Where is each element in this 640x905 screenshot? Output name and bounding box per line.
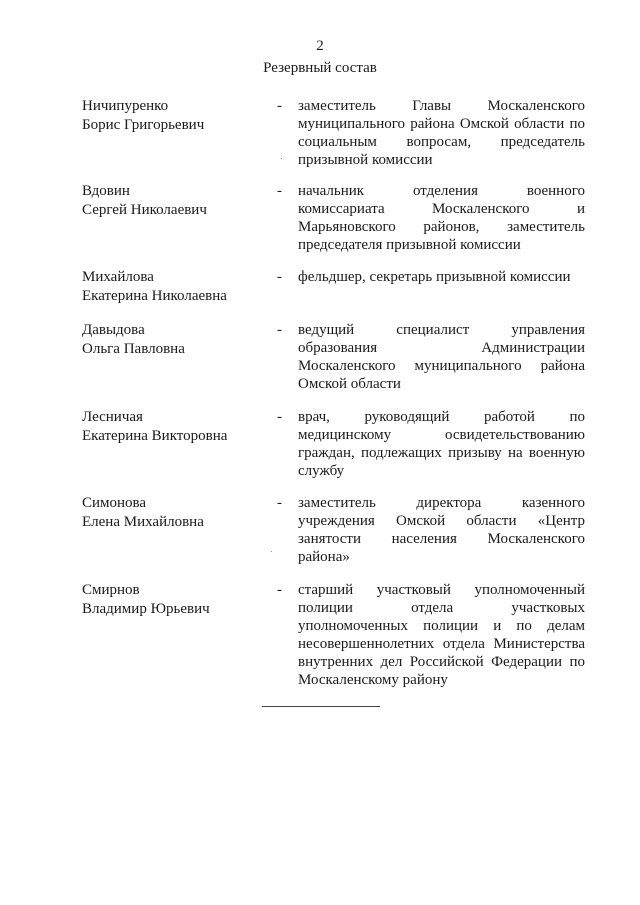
scan-speck [271,551,272,552]
member-surname: Лесничая [82,409,143,425]
scan-speck [281,158,282,159]
member-dash: - [277,409,282,425]
member-role: врач, руководящий работой по медицинскому освидетельствованию граждан, подлежащих призыву на военную службу [298,409,585,479]
member-dash: - [277,98,282,114]
closing-rule [262,706,380,707]
member-given-names: Екатерина Викторовна [82,428,228,444]
member-name [82,408,262,446]
member-role: ведущий специалист управления образования Администрации Москаленского муниципального района Омской области [298,322,585,392]
member-given-names: Елена Михайловна [82,514,204,530]
member-given-names: Ольга Павловна [82,341,185,357]
member-role: начальник отделения военного комиссариата Москаленского и Марьяновского районов, заместитель председателя призывной комиссии [298,183,585,253]
member-given-names: Борис Григорьевич [82,117,205,133]
member-given-names: Сергей Николаевич [82,202,207,218]
member-surname: Михайлова [82,269,154,285]
member-surname: Вдовин [82,183,130,199]
member-given-names: Владимир Юрьевич [82,601,210,617]
member-role: фельдшер, секретарь призывной комиссии [298,269,571,285]
member-dash: - [277,322,282,338]
member-dash: - [277,269,282,285]
member-name [82,97,262,135]
member-surname: Давыдова [82,322,145,338]
member-role: заместитель директора казенного учреждения Омской области «Центр занятости населения Москаленского района» [298,495,585,565]
member-name [82,321,262,359]
member-dash: - [277,183,282,199]
section-title: Резервный состав [263,60,377,76]
member-surname: Симонова [82,495,147,511]
page-number: 2 [316,38,324,54]
member-role: заместитель Главы Москаленского муниципального района Омской области по социальным вопросам, председатель призывной комиссии [298,98,585,168]
member-given-names: Екатерина Николаевна [82,288,227,304]
member-surname: Смирнов [82,582,140,598]
member-name [82,268,262,306]
member-name [82,581,262,619]
member-name [82,182,262,220]
member-dash: - [277,582,282,598]
member-surname: Ничипуренко [82,98,169,114]
member-name [82,494,262,532]
member-role: старший участковый уполномоченный полиции отдела участковых уполномоченных полиции и по делам несовершеннолетних отдела Министерства внутренних дел Российской Федерации по Москаленскому району [298,582,585,688]
member-dash: - [277,495,282,511]
